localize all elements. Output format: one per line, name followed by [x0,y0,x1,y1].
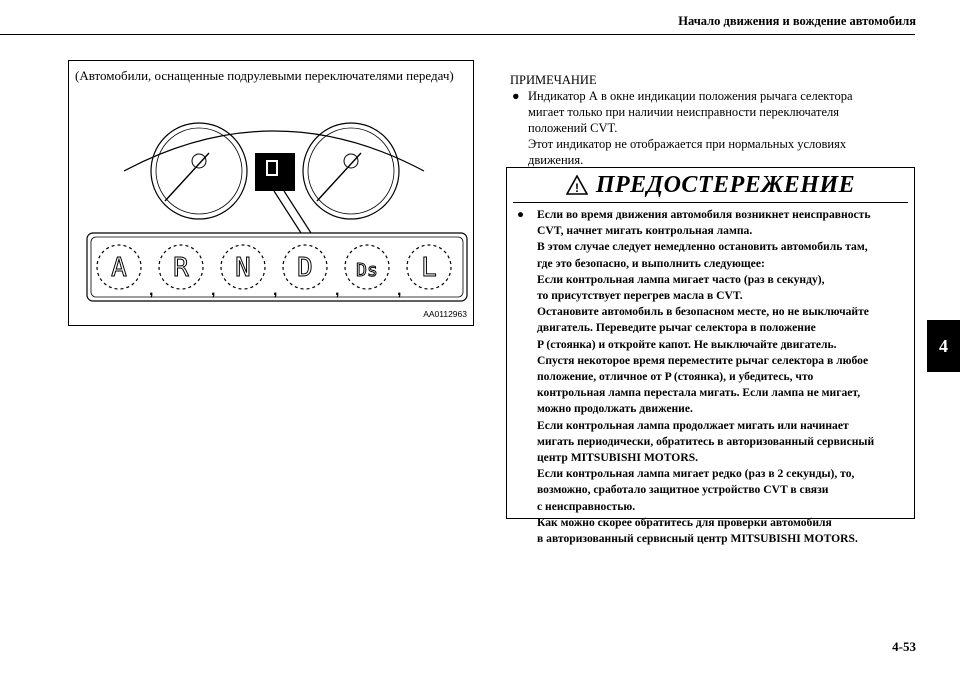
warning-line: P (стоянка) и откройте капот. Не выключайте двигатель. [537,337,837,351]
warning-line: В этом случае следует немедленно остановить автомобиль там, [537,240,868,254]
figure-caption: (Автомобили, оснащенные подрулевыми переключателями передач) [75,68,454,83]
warning-line: возможно, сработало защитное устройство CVT в связи [537,483,829,497]
gear-indicator-label: D [297,253,313,283]
note-title: ПРИМЕЧАНИЕ [510,73,597,87]
warning-line: в авторизованный сервисный центр MITSUBISHI MOTORS. [537,532,858,546]
warning-line: Если контрольная лампа мигает редко (раз в 2 секунды), то, [537,467,855,481]
note-line: Этот индикатор не отображается при нормальных условиях [528,137,847,151]
gear-indicator-label: R [173,253,189,283]
warning-triangle-icon [566,175,588,195]
warning-line: центр MITSUBISHI MOTORS. [537,451,699,465]
warning-line: Если во время движения автомобиля возникнет неисправность [537,208,871,221]
chapter-number: 4 [939,335,948,356]
warning-line: Спустя некоторое время переместите рычаг селектора в любое [537,353,869,367]
instrument-cluster-illustration [69,61,473,325]
selector-position-display [255,153,295,191]
note-line: движения. [528,153,584,167]
note-line: положений CVT. [528,121,618,135]
gear-indicator-label: L [421,253,437,283]
warning-line: Как можно скорее обратитесь для проверки автомобиля [537,515,832,529]
warning-line: CVT, начнет мигать контрольная лампа. [537,224,753,238]
warning-line: положение, отличное от P (стоянка), и убедитесь, что [537,370,814,384]
gear-indicator-n [221,245,265,289]
note-line: мигает только при наличии неисправности переключателя [528,105,840,119]
indicator-separator: , [149,282,154,299]
left-gauge [151,123,247,219]
bullet-icon: ● [517,208,525,221]
warning-line: Остановите автомобиль в безопасном месте, но не выключайте [537,305,869,319]
page-header: Начало движения и вождение автомобиля [678,14,916,28]
figure-id: AA0112963 [423,309,467,319]
right-gauge [303,123,399,219]
warning-line: Если контрольная лампа мигает часто (раз в секунду), [537,272,825,286]
warning-line: Если контрольная лампа продолжает мигать или начинает [537,418,849,432]
warning-icon-glyph: ! [574,181,579,195]
gear-indicator-r [159,245,203,289]
note-item [510,88,910,168]
instrument-cluster-figure [68,60,474,326]
gear-indicator-ds [345,245,389,289]
warning-line: можно продолжать движение. [537,402,693,416]
chapter-tab [927,320,960,372]
indicator-separator: , [335,282,340,299]
warning-line: то присутствует перегрев масла в CVT. [537,289,743,303]
gear-indicator-label: Ds [356,260,378,281]
warning-header [513,168,908,203]
indicator-separator: , [273,282,278,299]
page-number: 4-53 [892,639,916,654]
gear-indicator-d [283,245,327,289]
gear-indicator-l [407,245,451,289]
warning-line: контрольная лампа перестала мигать. Если лампа не мигает, [537,386,861,400]
indicator-separator: , [211,282,216,299]
warning-line: двигатель. Переведите рычаг селектора в положение [537,321,816,335]
indicator-separator: , [397,282,402,299]
header-rule [0,34,915,35]
bullet-icon: ● [512,89,520,103]
gear-indicator-a [97,245,141,289]
warning-line: с неисправностью. [537,499,636,513]
warning-line: где это безопасно, и выполнить следующее: [537,256,765,270]
note-line: Индикатор А в окне индикации положения рычага селектора [528,89,853,103]
gear-indicator-label: N [235,253,251,283]
gear-indicator-label: A [111,253,127,283]
note-block [510,72,910,168]
warning-body [507,203,914,547]
warning-item [515,207,908,547]
warning-line: мигать периодически, обратитесь в авторизованный сервисный [537,434,875,448]
warning-title: ПРЕДОСТЕРЕЖЕНИЕ [595,171,856,198]
warning-box [506,167,915,546]
